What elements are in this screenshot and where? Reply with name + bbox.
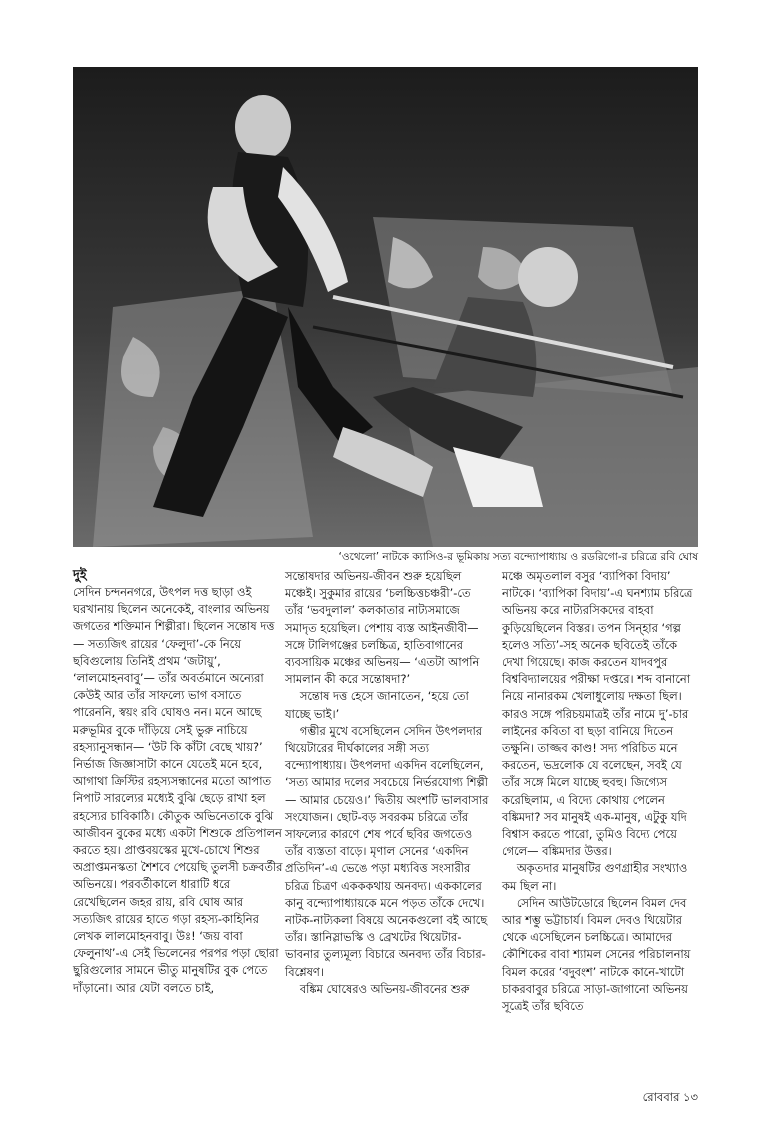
article-column-1 — [73, 568, 285, 997]
paragraph: মঞ্চে অমৃতলাল বসুর ‘ব্যাপিকা বিদায়’ নাটকে। ‘ব্যাপিকা বিদায়’-এ ঘনশ্যাম চরিত্রে অভিনয় করে নাট্যরসিকদের বাহবা কুড়িয়েছিলেন বিস্তর। তপন সিন্‌হার ‘গল্প হলেও সত্যি’-সহ অনেক ছবিতেই তাঁকে দেখা গিয়েছে। কাজ করতেন যাদবপুর বিশ্ববিদ্যালয়ের পরীক্ষা দপ্তরে। শব্দ বানানো নিয়ে নানারকম খেলাধুলোয় দক্ষতা ছিল। কারও সঙ্গে পরিচয়মাত্রই তাঁর নামে দু’-চার লাইনের কবিতা বা ছড়া বানিয়ে দিতেন তক্ষুনি। তাজ্জব কাণ্ড! সদ্য পরিচিত মনে করতেন, ভদ্রলোক যে বলেছেন, সবই যে তাঁর সঙ্গে মিলে যাচ্ছে হুবহু। জিগ্যেস করেছিলাম, এ বিদ্যে কোথায় পেলেন বঙ্কিমদা? সব মানুষই এক-মানুষ, এটুকু যদি বিশ্বাস করতে পারো, তুমিও বিদ্যে পেয়ে গেলে— বঙ্কিমদার উত্তর। — [502, 569, 693, 859]
page-footer: রোববার ১৩ — [642, 1090, 698, 1104]
paragraph: সেদিন আউটডোরে ছিলেন বিমল দেব আর শম্ভু ভট্টাচার্য। বিমল দেবও থিয়েটার থেকে এসেছিলেন চলচ্চিত্রে। আমাদের কৌশিকের বাবা শ্যামল সেনের পরিচালনায় বিমল করের ‘বদুবংশ’ নাটকে কানে-খাটো চাকরবাবুর চরিত্রে সাড়া-জাগানো অভিনয় সূত্রেই তাঁর ছবিতে — [502, 895, 691, 1014]
theatre-photo — [73, 67, 698, 547]
section-heading: দুই — [73, 568, 87, 583]
paragraph: সন্তোষদার অভিনয়-জীবন শুরু হয়েছিল মঞ্চেই। সুকুমার রায়ের ‘চলচ্চিত্তচঞ্চরী’-তে তাঁর ‘ভবদুলাল’ কলকাতার নাট্যসমাজে সমাদৃত হয়েছিল। পেশায় ব্যস্ত আইনজীবী— সঙ্গে টালিগঞ্জের চলচ্চিত্র, হাতিবাগানের ব্যবসায়িক মঞ্চের অভিনয়— ‘এতটা আপনি সামলান কী করে সন্তোষদা?’ — [285, 569, 480, 687]
paragraph: গম্ভীর মুখে বসেছিলেন সেদিন উৎপলদার থিয়েটারের দীর্ঘকালের সঙ্গী সত্য বন্দ্যোপাধ্যায়। উৎপলদা একদিন বলেছিলেন, ‘সত্য আমার দলের সবচেয়ে নির্ভরযোগ্য শিল্পী— আমার চেয়েও।’ দ্বিতীয় অংশটি ভালবাসার সংযোজন। ছোট-বড় সবরকম চরিত্রে তাঁর সাফল্যের কারণে শেষ পর্বে ছবির জগতেও তাঁর ব্যস্ততা বাড়ে। মৃণাল সেনের ‘একদিন প্রতিদিন’-এ ভেঙে পড়া মধ্যবিত্ত সংসারীর চরিত্র চিত্রণ একককথায় অনবদ্য। এককালের কানু বন্দ্যোপাধ্যায়কে মনে পড়ত তাঁকে দেখে। নাটক-নাট্যকলা বিষয়ে অনেকগুলো বই আছে তাঁর। স্তানিস্লাভস্কি ও ব্রেখটের থিয়েটার-ভাবনার তুল্যমূল্য বিচারে অনবদ্য তাঁর বিচার-বিশ্লেষণ। — [285, 723, 489, 979]
article-column-2 — [285, 568, 491, 998]
stage-photo-illustration — [73, 67, 698, 547]
paragraph: সেদিন চন্দননগরে, উৎপল দত্ত ছাড়া ওই ঘরখানায় ছিলেন অনেকেই, বাংলার অভিনয় জগতের শক্তিমান শিল্পীরা। ছিলেন সন্তোষ দত্ত— সত্যজিৎ রায়ের ‘ফেলুদা’-কে নিয়ে ছবিগুলোয় তিনিই প্রথম ‘জটায়ু’, ‘লালমোহনবাবু’— তাঁর অবর্তমানে অন্যেরা কেউই আর তাঁর সাফল্যে ভাগ বসাতে পারেননি, স্বয়ং রবি ঘোষও নন। মনে আছে মরুভূমির বুকে দাঁড়িয়ে সেই ভুরু নাচিয়ে রহস্যানুসন্ধান— ‘উট কি কাঁটা বেছে খায়?’ নির্ভাজ জিজ্ঞাসাটা কানে যেতেই মনে হবে, আগাথা ক্রিস্টির রহস্যসন্ধানের মতো আপাত নিপাট সারল্যের মধ্যেই বুঝি ছেড়ে রাখা হল রহস্যের চাবিকাঠি। কৌতুক অভিনেতাকে বুঝি আজীবন বুকের মধ্যে একটা শিশুকে প্রতিপালন করতে হয়। প্রাপ্তবয়স্কের মুখে-চোখে শিশুর অপ্রাপ্তমনস্কতা শৈশবে পেয়েছি তুলসী চক্রবর্তীর অভিনয়ে। পরবর্তীকালে ধারাটি ধরে রেখেছিলেন জহর রায়, রবি ঘোষ আর সত্যজিৎ রায়ের হাতে গড়া রহস্য-কাহিনির লেখক লালমোহনবাবু। উঃ! ‘জয় বাবা ফেলুনাথ’-এ সেই ভিলেনের পরপর পড়া ছোরা ছুরিগুলোর সামনে ভীতু মানুষটির বুক পেতে দাঁড়ানো। আর যেটা বলতে চাই, — [73, 585, 283, 995]
paragraph: সন্তোষ দত্ত হেসে জানাতেন, ‘হয়ে তো যাচ্ছে ভাই।’ — [285, 689, 469, 721]
paragraph: বঙ্কিম ঘোষেরও অভিনয়-জীবনের শুরু — [299, 981, 470, 996]
article-column-3 — [502, 568, 700, 1015]
photo-caption: ‘ওথেলো’ নাটকে ক্যাসিও-র ভূমিকায় সত্য বন্দ্যোপাধ্যায় ও রডরিগো-র চরিত্রে রবি ঘোষ — [338, 551, 698, 563]
paragraph: অকৃতদার মানুষটির গুণগ্রাহীর সংখ্যাও কম ছিল না। — [502, 861, 688, 893]
